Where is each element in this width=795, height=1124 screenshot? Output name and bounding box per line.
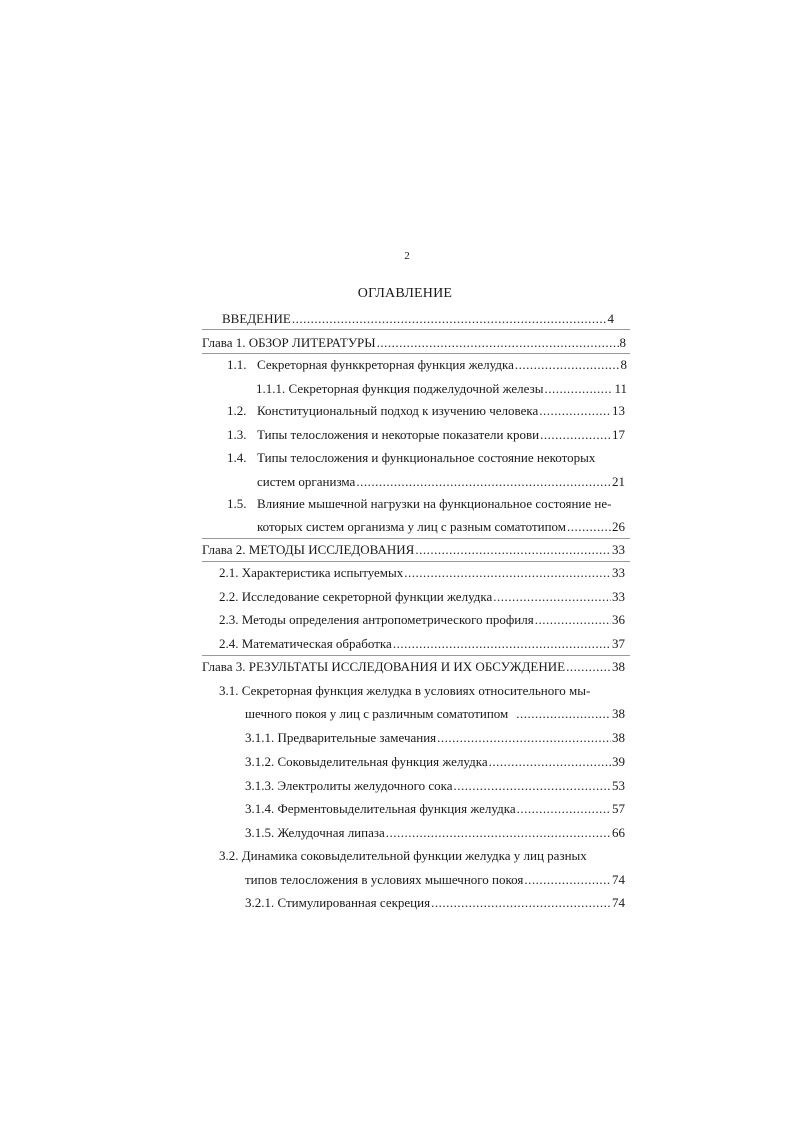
toc-entry-number: 1.5.	[227, 496, 247, 511]
toc-leader-dots	[454, 778, 611, 794]
toc-divider	[202, 329, 630, 330]
toc-leader-dots	[386, 825, 611, 841]
toc-entry-page: 74	[612, 895, 625, 910]
toc-entry-page: 33	[612, 542, 625, 557]
toc-leader-dots	[393, 636, 611, 652]
toc-leader-dots	[515, 357, 620, 373]
toc-leader-dots	[539, 403, 611, 419]
toc-entry-introduction[interactable]	[222, 311, 614, 327]
toc-entry-page: 33	[612, 589, 625, 604]
toc-entry-title: Конституциональный подход к изучению человека	[257, 403, 539, 418]
toc-entry-title-continued: шечного покоя у лиц с различным соматотипом	[245, 706, 509, 721]
toc-leader-dots	[356, 474, 611, 490]
toc-leader-dots	[535, 612, 611, 628]
toc-entry-page: 66	[612, 825, 625, 840]
toc-entry-1-5-line-2[interactable]	[257, 519, 625, 535]
toc-leader-dots	[489, 754, 611, 770]
toc-entry-title-continued: типов телосложения в условиях мышечного покоя	[245, 872, 524, 887]
toc-entry-1-4-line-1[interactable]	[227, 450, 595, 466]
toc-entry-title: 2.3. Методы определения антропометрического профиля	[219, 612, 534, 627]
toc-entry-page: 74	[612, 872, 625, 887]
toc-entry-2-1[interactable]	[219, 565, 625, 581]
toc-entry-title: Глава 2. МЕТОДЫ ИССЛЕДОВАНИЯ	[202, 542, 415, 557]
toc-entry-title: Типы телосложения и некоторые показатели крови	[257, 427, 540, 442]
toc-entry-page: 36	[612, 612, 625, 627]
toc-entry-number: 1.4.	[227, 450, 247, 465]
toc-divider	[202, 353, 630, 354]
toc-leader-dots	[431, 895, 611, 911]
toc-entry-1-1[interactable]	[227, 357, 627, 373]
toc-leader-dots	[493, 589, 611, 605]
toc-entry-1-1-1[interactable]	[256, 381, 627, 397]
toc-entry-3-1-line-2[interactable]	[245, 706, 625, 722]
toc-leader-dots	[404, 565, 611, 581]
toc-entry-title: 3.1.4. Ферментовыделительная функция желудка	[245, 801, 516, 816]
toc-entry-title: 2.2. Исследование секреторной функции желудка	[219, 589, 493, 604]
toc-entry-title: ВВЕДЕНИЕ	[222, 311, 291, 326]
toc-entry-page: 26	[612, 519, 625, 534]
toc-entry-3-2-1[interactable]	[245, 895, 625, 911]
page-number: 2	[404, 250, 410, 262]
toc-entry-1-4-line-2[interactable]	[257, 474, 625, 490]
toc-entry-3-2-line-1[interactable]	[219, 848, 587, 864]
toc-entry-page: 8	[619, 335, 626, 350]
toc-title: ОГЛАВЛЕНИЕ	[357, 286, 453, 301]
toc-entry-title: 3.1.3. Электролиты желудочного сока	[245, 778, 453, 793]
toc-entry-1-3[interactable]	[227, 427, 625, 443]
toc-entry-title: 3.2. Динамика соковыделительной функции желудка у лиц разных	[219, 848, 587, 863]
toc-entry-title: 2.1. Характеристика испытуемых	[219, 565, 404, 580]
toc-entry-page: 33	[612, 565, 625, 580]
toc-entry-3-1-4[interactable]	[245, 801, 625, 817]
toc-entry-page: 11	[614, 381, 627, 396]
toc-entry-chapter-1[interactable]	[202, 335, 626, 351]
toc-entry-title: 3.1.5. Желудочная липаза	[245, 825, 385, 840]
toc-entry-page: 57	[612, 801, 625, 816]
toc-entry-page: 39	[612, 754, 625, 769]
toc-entry-number: 1.3.	[227, 427, 247, 442]
toc-entry-page: 38	[612, 706, 625, 721]
toc-entry-2-3[interactable]	[219, 612, 625, 628]
toc-leader-dots	[437, 730, 611, 746]
toc-entry-number: 1.1.	[227, 357, 247, 372]
toc-leader-dots	[516, 706, 611, 722]
toc-entry-3-2-line-2[interactable]	[245, 872, 625, 888]
toc-entry-page: 37	[612, 636, 625, 651]
toc-leader-dots	[377, 335, 619, 351]
toc-leader-dots	[415, 542, 611, 558]
toc-leader-dots	[544, 381, 613, 397]
toc-divider	[202, 655, 630, 656]
toc-leader-dots	[524, 872, 611, 888]
toc-entry-page: 38	[612, 730, 625, 745]
toc-entry-page: 4	[607, 311, 614, 326]
toc-entry-title: Глава 1. ОБЗОР ЛИТЕРАТУРЫ	[202, 335, 376, 350]
toc-leader-dots	[567, 519, 611, 535]
toc-entry-1-5-line-1[interactable]	[227, 496, 611, 512]
toc-entry-3-1-1[interactable]	[245, 730, 625, 746]
toc-entry-title: 1.1.1. Секреторная функция поджелудочной железы	[256, 381, 544, 396]
toc-entry-3-1-2[interactable]	[245, 754, 625, 770]
toc-entry-chapter-3[interactable]	[202, 659, 625, 675]
toc-leader-dots	[292, 311, 607, 327]
toc-divider	[202, 561, 630, 562]
toc-entry-title: 2.4. Математическая обработка	[219, 636, 392, 651]
toc-entry-3-1-5[interactable]	[245, 825, 625, 841]
toc-entry-title: Глава 3. РЕЗУЛЬТАТЫ ИССЛЕДОВАНИЯ И ИХ ОБСУЖДЕНИЕ	[202, 659, 566, 674]
toc-entry-title: 3.1.2. Соковыделительная функция желудка	[245, 754, 488, 769]
toc-entry-page: 53	[612, 778, 625, 793]
toc-entry-3-1-line-1[interactable]	[219, 683, 590, 699]
toc-entry-2-4[interactable]	[219, 636, 625, 652]
toc-entry-title: 3.1. Секреторная функция желудка в условиях относительного мы-	[219, 683, 591, 698]
toc-leader-dots	[540, 427, 611, 443]
toc-entry-page: 21	[612, 474, 625, 489]
toc-entry-title-continued: систем организма	[257, 474, 356, 489]
toc-entry-title: Секреторная функкреторная функция желудка	[257, 357, 514, 372]
toc-divider	[202, 538, 630, 539]
toc-entry-page: 8	[620, 357, 627, 372]
toc-entry-title-continued: которых систем организма у лиц с разным соматотипом	[257, 519, 567, 534]
toc-entry-chapter-2[interactable]	[202, 542, 625, 558]
toc-entry-1-2[interactable]	[227, 403, 625, 419]
toc-entry-title: 3.2.1. Стимулированная секреция	[245, 895, 431, 910]
toc-entry-2-2[interactable]	[219, 589, 625, 605]
toc-entry-title: Влияние мышечной нагрузки на функциональное состояние не-	[257, 496, 612, 511]
toc-entry-page: 38	[612, 659, 625, 674]
toc-entry-title: Типы телосложения и функциональное состояние некоторых	[257, 450, 596, 465]
toc-entry-page: 13	[612, 403, 625, 418]
toc-leader-dots	[566, 659, 611, 675]
toc-entry-page: 17	[612, 427, 625, 442]
toc-entry-3-1-3[interactable]	[245, 778, 625, 794]
toc-entry-title: 3.1.1. Предварительные замечания	[245, 730, 437, 745]
toc-entry-number: 1.2.	[227, 403, 247, 418]
toc-leader-dots	[517, 801, 611, 817]
